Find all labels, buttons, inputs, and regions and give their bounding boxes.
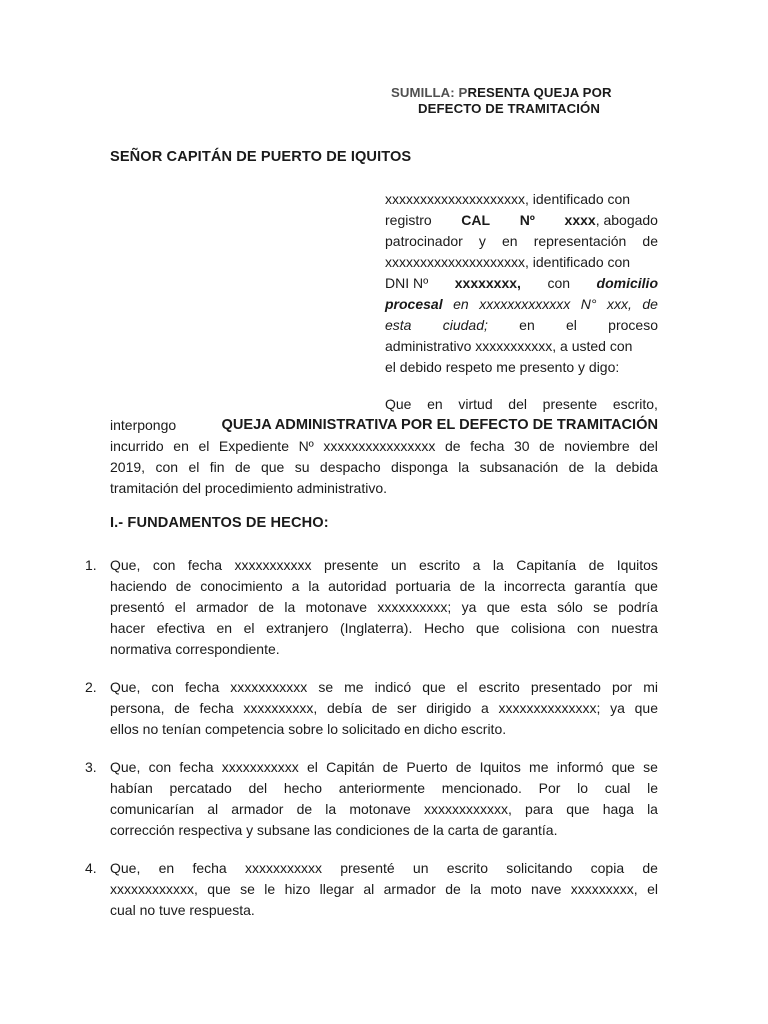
word: autoridad bbox=[328, 578, 387, 594]
word: la bbox=[492, 557, 504, 573]
word: Hecho bbox=[423, 620, 465, 636]
word: la bbox=[284, 599, 296, 615]
word: Por bbox=[538, 780, 561, 796]
word: debía bbox=[327, 700, 363, 716]
word: 30 bbox=[513, 438, 530, 454]
word: el bbox=[198, 438, 210, 454]
request-line-2 bbox=[110, 415, 658, 436]
word: Que, bbox=[110, 557, 141, 573]
word: escrito bbox=[478, 679, 520, 695]
word: Capitán bbox=[326, 759, 375, 775]
word: garantía bbox=[574, 578, 626, 594]
ident-line-4 bbox=[385, 252, 658, 273]
section-heading: I.- FUNDAMENTOS DE HECHO: bbox=[110, 515, 329, 531]
word: que bbox=[476, 620, 500, 636]
req-word: escrito, bbox=[612, 396, 658, 412]
req-word: interpongo bbox=[110, 417, 177, 433]
word: Iquitos bbox=[616, 557, 658, 573]
sumilla-line1: RESENTA QUEJA POR bbox=[467, 85, 612, 100]
sumilla-line2: DEFECTO DE TRAMITACIÓN bbox=[418, 101, 600, 116]
word: haga bbox=[602, 801, 634, 817]
word: haciendo bbox=[110, 578, 167, 594]
ident-word: N° bbox=[580, 296, 597, 312]
req-queja-title: QUEJA ADMINISTRATIVA POR EL DEFECTO DE TRAMITACIÓN bbox=[221, 417, 658, 433]
request-line-5: tramitación del procedimiento administrativo. bbox=[110, 480, 388, 496]
ident-text: administrativo xxxxxxxxxxx, a usted con bbox=[385, 338, 633, 354]
word: xxxxxxxxxx, bbox=[243, 700, 318, 716]
word: le bbox=[264, 881, 276, 897]
word: armador bbox=[231, 801, 284, 817]
word: presente bbox=[324, 557, 379, 573]
word: de bbox=[234, 459, 251, 475]
word: Nº bbox=[298, 438, 314, 454]
word: cual bbox=[604, 780, 631, 796]
list-item-line bbox=[110, 799, 658, 820]
word: Expediente bbox=[218, 438, 289, 454]
word: podría bbox=[618, 599, 658, 615]
word: con bbox=[148, 759, 172, 775]
word: escrito bbox=[418, 557, 461, 573]
word: de bbox=[445, 881, 461, 897]
word: un bbox=[412, 860, 429, 876]
list-item-line bbox=[110, 555, 658, 576]
word: a bbox=[291, 578, 300, 594]
list-number: 3. bbox=[85, 759, 97, 775]
word: su bbox=[294, 459, 310, 475]
word: para bbox=[525, 801, 554, 817]
ident-line-5 bbox=[385, 273, 658, 294]
word: esta bbox=[520, 599, 547, 615]
word: hecho bbox=[283, 780, 323, 796]
word: xxxxxxxxxxx bbox=[230, 679, 308, 695]
ident-line-9: el debido respeto me presento y digo: bbox=[385, 359, 620, 375]
word: presenté bbox=[340, 860, 395, 876]
word: la bbox=[458, 459, 470, 475]
word: de bbox=[175, 578, 192, 594]
ident-line-3 bbox=[385, 231, 658, 252]
word: comunicarían bbox=[110, 801, 195, 817]
ident-word: registro bbox=[385, 212, 432, 228]
word: que bbox=[422, 679, 446, 695]
list-item-line bbox=[110, 698, 658, 719]
word: despacho bbox=[319, 459, 381, 475]
word: sólo bbox=[557, 599, 583, 615]
word: le bbox=[647, 780, 658, 796]
list-item-last-line: normativa correspondiente. bbox=[110, 641, 280, 657]
word: con bbox=[152, 557, 176, 573]
word: noviembre bbox=[564, 438, 630, 454]
ident-word: en bbox=[519, 317, 535, 333]
list-number: 2. bbox=[85, 679, 97, 695]
word: de bbox=[371, 700, 388, 716]
word: hacer bbox=[110, 620, 146, 636]
ident-word: con bbox=[547, 275, 571, 291]
word: fecha bbox=[185, 679, 220, 695]
word: subsanación bbox=[479, 459, 559, 475]
list-item-last-line: corrección respectiva y subsane las condiciones de la carta de garantía. bbox=[110, 822, 558, 838]
word: informó bbox=[556, 759, 604, 775]
word: ya bbox=[610, 700, 625, 716]
word: incurrido bbox=[110, 438, 164, 454]
word: xxxxxxxxx, bbox=[570, 881, 638, 897]
addressee: SEÑOR CAPITÁN DE PUERTO DE IQUITOS bbox=[110, 149, 412, 165]
word: la bbox=[325, 801, 337, 817]
ident-text: xxxxxxxxxxxxxxxxxxxx, identificado con bbox=[385, 254, 631, 270]
ident-procesal: procesal bbox=[385, 296, 443, 312]
word: indicó bbox=[374, 679, 412, 695]
word: 2019, bbox=[110, 459, 146, 475]
ident-line-7 bbox=[385, 315, 658, 336]
word: al bbox=[207, 801, 219, 817]
ident-line-1 bbox=[385, 189, 658, 210]
word: fecha bbox=[187, 557, 223, 573]
word: dirigido bbox=[426, 700, 472, 716]
word: se bbox=[240, 881, 255, 897]
word: por bbox=[611, 679, 633, 695]
word: fin bbox=[209, 459, 225, 475]
word: de bbox=[455, 759, 472, 775]
word: con bbox=[155, 459, 179, 475]
ident-word: de bbox=[642, 296, 658, 312]
word: mencionado. bbox=[441, 780, 522, 796]
list-item bbox=[85, 858, 658, 921]
word: a bbox=[472, 557, 481, 573]
ident-word: proceso bbox=[608, 317, 658, 333]
request-line-4 bbox=[110, 457, 658, 478]
word: el bbox=[647, 881, 658, 897]
list-item-text bbox=[110, 555, 658, 660]
list-item-line bbox=[110, 778, 658, 799]
list-item-line bbox=[110, 576, 658, 597]
word: el bbox=[188, 459, 200, 475]
list-item-line bbox=[110, 677, 658, 698]
ident-line-6 bbox=[385, 294, 658, 315]
word: con bbox=[151, 679, 174, 695]
list-item bbox=[85, 555, 658, 660]
word: xxxxxxxxxxx bbox=[234, 557, 312, 573]
word: el bbox=[243, 620, 255, 636]
word: el bbox=[307, 759, 318, 775]
word: xxxxxxxxxxxx, bbox=[110, 881, 198, 897]
word: la bbox=[470, 881, 482, 897]
word: de bbox=[588, 557, 605, 573]
ident-word: ciudad; bbox=[442, 317, 488, 333]
list-item-text bbox=[110, 858, 658, 921]
ident-line-2 bbox=[385, 210, 658, 231]
word: mi bbox=[643, 679, 658, 695]
word: se bbox=[318, 679, 334, 695]
ident-word: y bbox=[478, 233, 486, 249]
word: conocimiento bbox=[200, 578, 283, 594]
word: fecha bbox=[470, 438, 505, 454]
word: moto bbox=[490, 881, 522, 897]
word: de bbox=[382, 759, 399, 775]
word: que bbox=[634, 700, 658, 716]
request-line-1 bbox=[110, 394, 658, 415]
word: a bbox=[481, 700, 489, 716]
word: Puerto bbox=[406, 759, 448, 775]
word: extranjero bbox=[266, 620, 329, 636]
word: la bbox=[594, 459, 606, 475]
word: armador bbox=[383, 881, 436, 897]
ident-domicilio: domicilio bbox=[596, 275, 658, 291]
word: de bbox=[459, 578, 476, 594]
word: solicitando bbox=[506, 860, 573, 876]
word: que bbox=[260, 459, 285, 475]
word: de bbox=[258, 599, 275, 615]
word: hizo bbox=[284, 881, 311, 897]
list-item-text bbox=[110, 757, 658, 841]
req-word: del bbox=[508, 396, 527, 412]
word: portuaria bbox=[395, 578, 451, 594]
word: ser bbox=[397, 700, 417, 716]
list-item-line bbox=[110, 597, 658, 618]
word: colisiona bbox=[510, 620, 566, 636]
ident-text: xxxxxxxxxxxxxxxxxxxx, identificado con bbox=[385, 191, 631, 207]
list-item-line bbox=[110, 879, 658, 900]
list-number: 4. bbox=[85, 860, 97, 876]
req-word: Que bbox=[385, 396, 412, 412]
ident-word: DNI Nº bbox=[385, 275, 429, 291]
list-number: 1. bbox=[85, 557, 97, 573]
word: me bbox=[529, 759, 549, 775]
request-paragraph bbox=[110, 394, 658, 499]
list-item-line bbox=[110, 757, 658, 778]
word: la bbox=[484, 578, 495, 594]
list-item-text bbox=[110, 677, 658, 740]
word: Que, bbox=[110, 860, 141, 876]
word: xxxxxxxxxxx bbox=[244, 860, 322, 876]
word: nuestra bbox=[611, 620, 658, 636]
word: fecha bbox=[179, 759, 214, 775]
word: incorrecta bbox=[503, 578, 566, 594]
word: debida bbox=[615, 459, 658, 475]
word: que bbox=[634, 578, 658, 594]
word: un bbox=[390, 557, 407, 573]
word: de bbox=[444, 438, 461, 454]
ident-cal: CAL bbox=[461, 212, 491, 228]
word: efectiva bbox=[156, 620, 205, 636]
ident-line-8 bbox=[385, 336, 658, 357]
word: el bbox=[174, 599, 186, 615]
word: anteriormente bbox=[338, 780, 426, 796]
word: lo bbox=[577, 780, 589, 796]
word: de bbox=[174, 700, 190, 716]
word: habían bbox=[110, 780, 153, 796]
sumilla bbox=[391, 85, 651, 117]
word: en bbox=[173, 438, 189, 454]
word: persona, bbox=[110, 700, 165, 716]
word: copia bbox=[590, 860, 625, 876]
word: Iquitos bbox=[479, 759, 521, 775]
word: xxxxxxxxxxxxxx; bbox=[498, 700, 601, 716]
word: presentado bbox=[530, 679, 601, 695]
word: (Inglaterra). bbox=[340, 620, 413, 636]
list-item bbox=[85, 677, 658, 740]
word: llegar bbox=[319, 881, 354, 897]
req-word: en bbox=[427, 396, 443, 412]
ident-dni-number: xxxxxxxx, bbox=[454, 275, 521, 291]
word: al bbox=[363, 881, 375, 897]
word: Que, bbox=[110, 759, 141, 775]
word: nave bbox=[531, 881, 562, 897]
word: de bbox=[642, 860, 658, 876]
word: que bbox=[207, 881, 231, 897]
sumilla-label: SUMILLA: P bbox=[391, 85, 468, 100]
ident-word: en bbox=[453, 296, 469, 312]
word: el bbox=[456, 679, 468, 695]
word: xxxxxxxxxxx bbox=[221, 759, 299, 775]
list-item-line bbox=[110, 858, 658, 879]
word: presentó bbox=[110, 599, 165, 615]
ident-word: el bbox=[566, 317, 577, 333]
ident-word: patrocinador bbox=[385, 233, 463, 249]
word: del bbox=[248, 780, 268, 796]
word: en bbox=[216, 620, 233, 636]
word: xxxxxxxxxx; bbox=[377, 599, 452, 615]
word: motonave bbox=[305, 599, 368, 615]
ident-num-sign: Nº bbox=[519, 212, 535, 228]
req-word: virtud bbox=[458, 396, 493, 412]
ident-word: esta bbox=[385, 317, 412, 333]
word: con bbox=[577, 620, 600, 636]
ident-word: xxx, bbox=[606, 296, 632, 312]
word: Capitanía bbox=[516, 557, 577, 573]
word: que bbox=[611, 759, 635, 775]
list-item-last-line: ellos no tenían competencia sobre lo solicitado en dicho escrito. bbox=[110, 721, 507, 737]
word: me bbox=[344, 679, 364, 695]
word: percatado bbox=[169, 780, 232, 796]
word: que bbox=[566, 801, 590, 817]
list-item bbox=[85, 757, 658, 841]
word: disponga bbox=[391, 459, 448, 475]
word: de bbox=[296, 801, 313, 817]
ident-word: de bbox=[642, 233, 658, 249]
word: motonave bbox=[349, 801, 411, 817]
word: escrito bbox=[446, 860, 488, 876]
word: se bbox=[593, 599, 608, 615]
word: se bbox=[643, 759, 658, 775]
ident-word: en bbox=[502, 233, 518, 249]
word: fecha bbox=[199, 700, 234, 716]
word: de bbox=[539, 438, 555, 454]
word: la bbox=[647, 801, 658, 817]
word: fecha bbox=[192, 860, 227, 876]
word: de bbox=[568, 459, 585, 475]
list-item-last-line: cual no tuve respuesta. bbox=[110, 902, 255, 918]
word: la bbox=[308, 578, 320, 594]
word: en bbox=[158, 860, 175, 876]
req-word: presente bbox=[542, 396, 598, 412]
word: xxxxxxxxxxxx, bbox=[424, 801, 512, 817]
word: ya bbox=[461, 599, 477, 615]
request-line-3 bbox=[110, 436, 658, 457]
word: que bbox=[486, 599, 511, 615]
ident-cal-number: xxxx bbox=[564, 212, 596, 228]
ident-word: representación bbox=[533, 233, 627, 249]
list-item-line bbox=[110, 618, 658, 639]
identification-paragraph bbox=[385, 189, 658, 378]
ident-word: xxxxxxxxxxxxx bbox=[479, 296, 571, 312]
ident-word: , abogado bbox=[595, 212, 658, 228]
word: Que, bbox=[110, 679, 141, 695]
word: armador bbox=[196, 599, 249, 615]
word: del bbox=[639, 438, 658, 454]
word: xxxxxxxxxxxxxxxx bbox=[323, 438, 436, 454]
